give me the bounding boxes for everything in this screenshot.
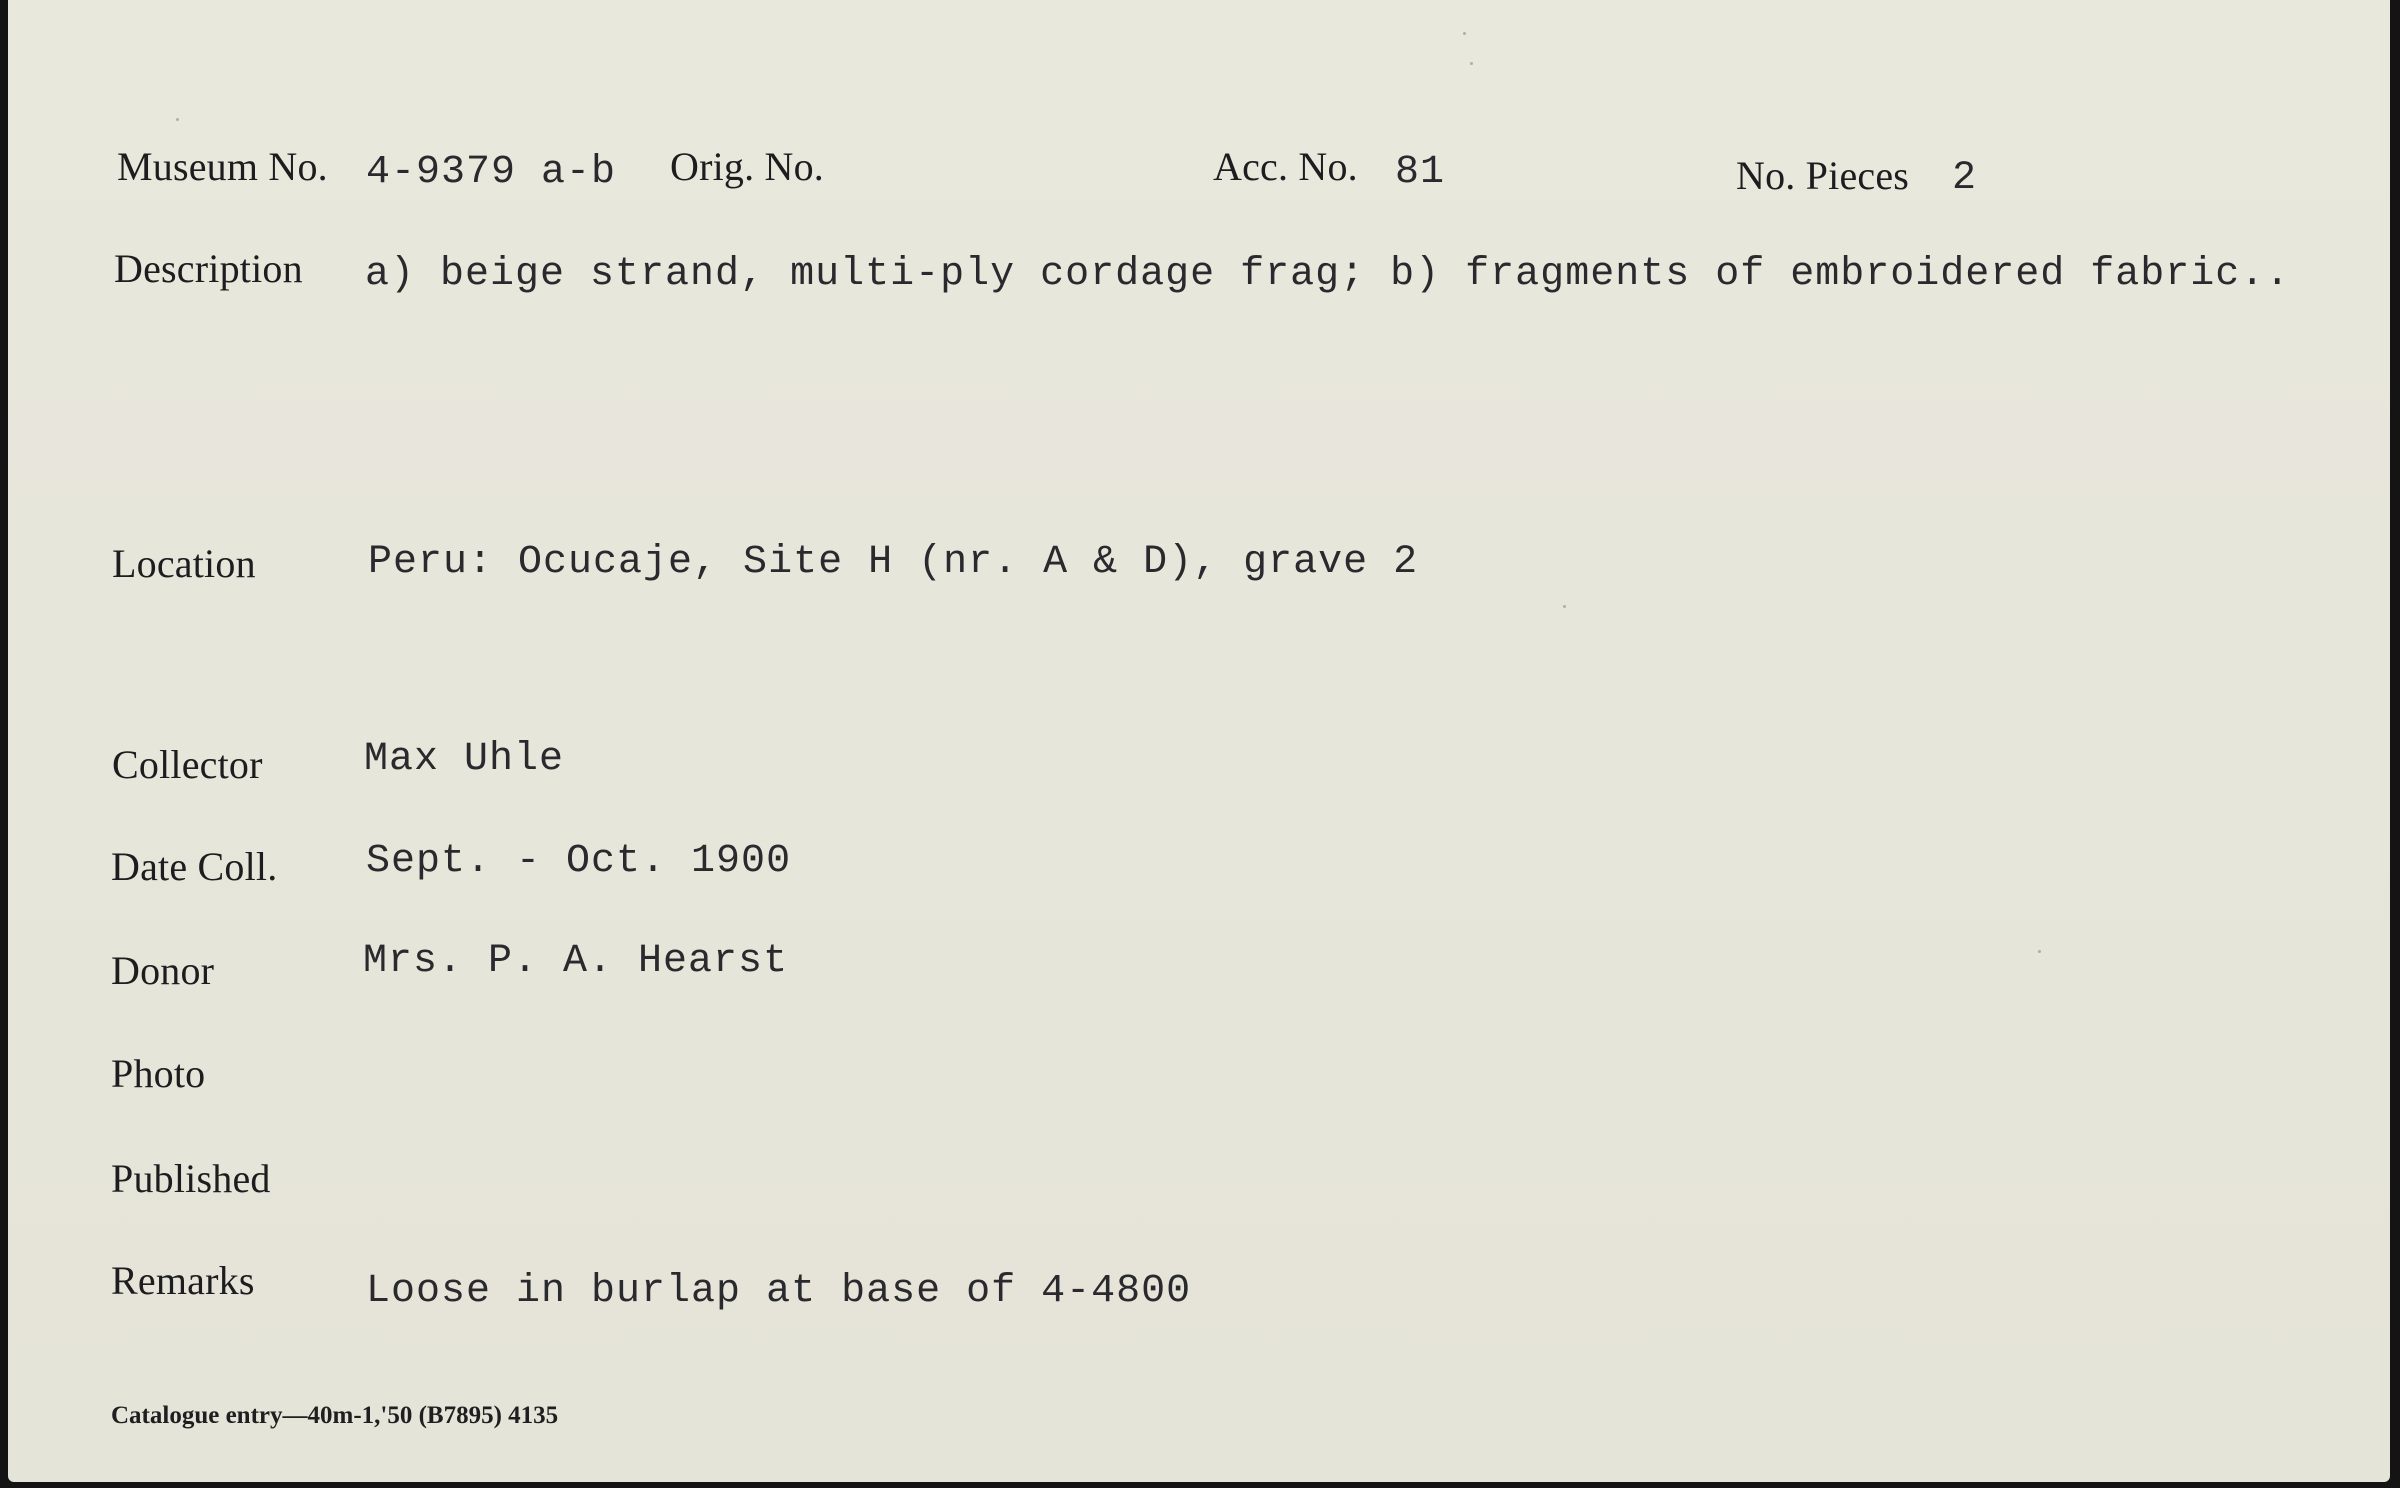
catalogue-card: [8, 0, 2390, 1482]
paper-speck: [1470, 62, 1473, 65]
no-pieces-label: No. Pieces: [1736, 153, 1910, 198]
collector-label: Collector: [112, 742, 263, 787]
acc-no-value: 81: [1395, 150, 1446, 195]
paper-speck: [1563, 605, 1566, 608]
no-pieces-value: 2: [1952, 156, 1978, 201]
description-value: a) beige strand, multi-ply cordage frag; b) fragments of embroidered fabric..: [365, 252, 2291, 297]
collector-value: Max Uhle: [364, 737, 565, 782]
acc-no-label: Acc. No.: [1213, 144, 1358, 189]
description-label: Description: [114, 246, 303, 291]
published-label: Published: [111, 1156, 271, 1201]
remarks-value: Loose in burlap at base of 4-4800: [366, 1269, 1192, 1314]
museum-no-label: Museum No.: [117, 144, 328, 189]
location-value: Peru: Ocucaje, Site H (nr. A & D), grave 2: [368, 540, 1419, 585]
remarks-label: Remarks: [111, 1258, 255, 1303]
paper-speck: [2038, 950, 2041, 953]
donor-value: Mrs. P. A. Hearst: [363, 939, 789, 984]
catalogue-footer: Catalogue entry—40m-1,'50 (B7895) 4135: [111, 1402, 559, 1429]
location-label: Location: [112, 541, 256, 586]
museum-no-value: 4-9379 a-b: [366, 150, 617, 195]
paper-speck: [1463, 32, 1466, 35]
donor-label: Donor: [111, 948, 215, 993]
date-coll-value: Sept. - Oct. 1900: [366, 839, 792, 884]
photo-label: Photo: [111, 1051, 206, 1096]
date-coll-label: Date Coll.: [111, 844, 278, 889]
paper-speck: [176, 118, 179, 121]
orig-no-label: Orig. No.: [670, 144, 825, 189]
